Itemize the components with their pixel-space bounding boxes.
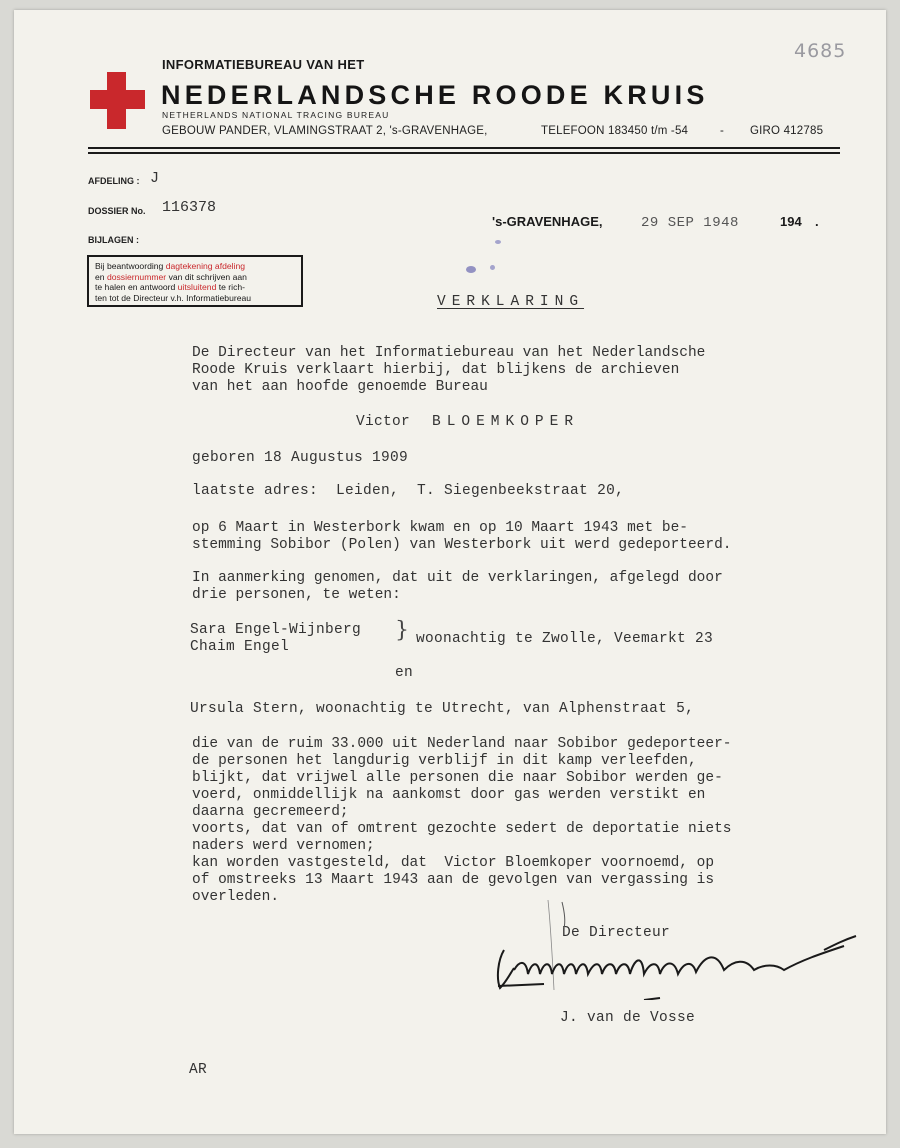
reply-notice-box bbox=[87, 255, 303, 307]
notice-text: van dit schrijven aan bbox=[166, 271, 247, 282]
letterhead-phone: TELEFOON 183450 t/m -54 bbox=[541, 125, 689, 137]
witness-3: Ursula Stern, woonachtig te Utrecht, van Alphenstraat 5, bbox=[190, 701, 695, 717]
archive-number: 4685 bbox=[794, 40, 847, 62]
afdeling-value: J bbox=[150, 170, 160, 187]
header-rule-bottom bbox=[88, 152, 840, 154]
letterhead-line1: INFORMATIEBUREAU VAN HET bbox=[162, 57, 365, 72]
conclusion-line: of omstreeks 13 Maart 1943 aan de gevolgen van vergassing is bbox=[192, 872, 715, 888]
conclusion-line: voorts, dat van of omtrent gezochte sedert de deportatie niets bbox=[192, 821, 732, 837]
notice-text: Bij beantwoording bbox=[95, 261, 166, 271]
dossier-label: DOSSIER No. bbox=[88, 206, 146, 216]
afdeling-label: AFDELING : bbox=[88, 176, 140, 186]
intro-paragraph bbox=[192, 345, 705, 396]
year-prefix: 194 bbox=[780, 214, 802, 229]
signatory-name: J. van de Vosse bbox=[560, 1010, 696, 1026]
deport-line: stemming Sobibor (Polen) van Westerbork uit werd gedeporteerd. bbox=[192, 537, 732, 553]
and-word: en bbox=[395, 665, 414, 681]
document-title: VERKLARING bbox=[437, 294, 585, 310]
notice-highlight: uitsluitend bbox=[177, 282, 217, 292]
letterhead-giro: GIRO 412785 bbox=[750, 125, 824, 137]
consider-line: drie personen, te weten: bbox=[192, 587, 401, 603]
brace-icon: } bbox=[395, 618, 409, 643]
deport-line: op 6 Maart in Westerbork kwam en op 10 Maart 1943 met be- bbox=[192, 520, 688, 536]
witness-1: Sara Engel-Wijnberg bbox=[190, 622, 362, 638]
witness-2: Chaim Engel bbox=[190, 639, 290, 655]
intro-line: van het aan hoofde genoemde Bureau bbox=[192, 379, 488, 395]
letterhead-org-name: NEDERLANDSCHE ROODE KRUIS bbox=[161, 80, 709, 110]
conclusion-line: daarna gecremeerd; bbox=[192, 804, 349, 820]
letterhead-english-name: NETHERLANDS NATIONAL TRACING BUREAU bbox=[162, 110, 390, 120]
bijlagen-label: BIJLAGEN : bbox=[88, 235, 140, 245]
intro-line: De Directeur van het Informatiebureau van het Nederlandsche bbox=[192, 345, 706, 361]
subject-first-name: Victor bbox=[356, 414, 411, 430]
dossier-value: 116378 bbox=[162, 199, 217, 216]
letterhead-dash: - bbox=[720, 125, 725, 137]
notice-highlight: dossiernummer bbox=[106, 271, 167, 282]
signatory-role: De Directeur bbox=[562, 925, 671, 941]
header-rule-top bbox=[88, 147, 840, 149]
intro-line: Roode Kruis verklaart hierbij, dat blijkens de archieven bbox=[192, 362, 680, 378]
subject-last-name: BLOEMKOPER bbox=[432, 414, 580, 430]
conclusion-line: die van de ruim 33.000 uit Nederland naar Sobibor gedeporteer- bbox=[192, 736, 732, 752]
notice-text: ten tot de Directeur v.h. Informatiebureau bbox=[95, 292, 252, 303]
birth-date: geboren 18 Augustus 1909 bbox=[192, 450, 409, 466]
notice-text: te halen en antwoord bbox=[95, 282, 178, 292]
conclusion-line: voerd, onmiddellijk na aankomst door gas werden verstikt en bbox=[192, 787, 706, 803]
place: 's-GRAVENHAGE, bbox=[492, 214, 603, 229]
conclusion-line: blijkt, dat vrijwel alle personen die naar Sobibor werden ge- bbox=[192, 770, 723, 786]
witness-residence: woonachtig te Zwolle, Veemarkt 23 bbox=[416, 631, 714, 647]
handwritten-signature bbox=[484, 890, 864, 1000]
letterhead-address: GEBOUW PANDER, VLAMINGSTRAAT 2, 's-GRAVENHAGE, bbox=[162, 125, 488, 137]
year-dot: . bbox=[815, 214, 819, 229]
last-address: laatste adres: Leiden, T. Siegenbeekstraat 20, bbox=[192, 483, 625, 499]
conclusion-line: naders werd vernomen; bbox=[192, 838, 375, 854]
conclusion-line: de personen het langdurig verblijf in dit kamp verleefden, bbox=[192, 753, 697, 769]
deportation-paragraph bbox=[192, 520, 732, 554]
notice-highlight: dagtekening afdeling bbox=[165, 261, 246, 271]
consider-line: In aanmerking genomen, dat uit de verklaringen, afgelegd door bbox=[192, 570, 723, 586]
notice-text: te rich- bbox=[216, 282, 246, 292]
date-stamp: 29 SEP 1948 bbox=[641, 215, 739, 231]
conclusion-line: overleden. bbox=[192, 889, 280, 905]
conclusion-line: kan worden vastgesteld, dat Victor Bloemkoper voornoemd, op bbox=[192, 855, 715, 871]
conclusion-paragraph bbox=[192, 736, 732, 906]
consideration-paragraph bbox=[192, 570, 723, 604]
notice-text: en bbox=[95, 271, 107, 282]
letter-paper bbox=[14, 10, 886, 1134]
typist-initials: AR bbox=[189, 1062, 208, 1078]
